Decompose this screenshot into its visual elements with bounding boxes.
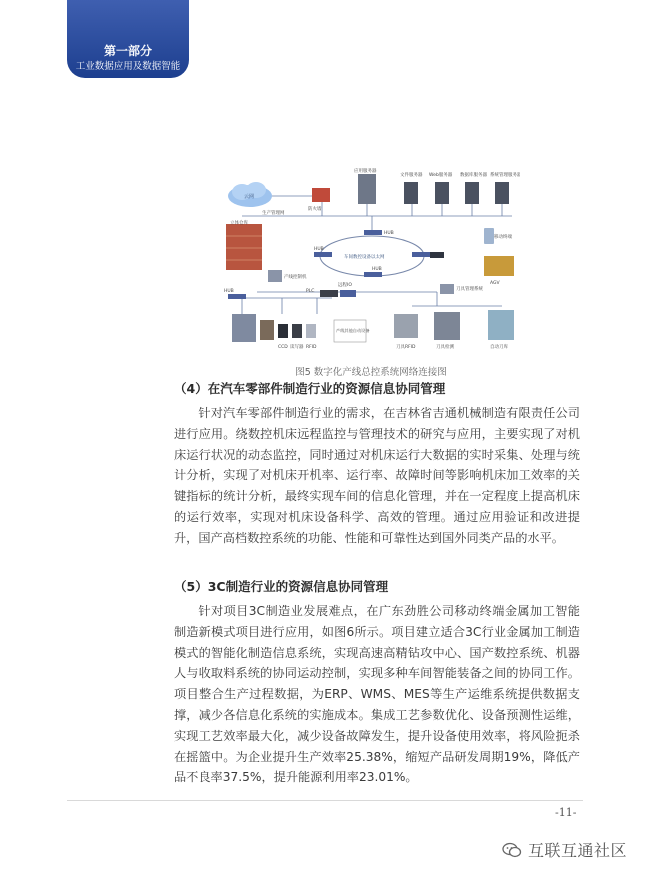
warehouse-icon (226, 224, 262, 270)
hub-top-label: HUB (384, 231, 394, 236)
hub-io-icon (228, 294, 246, 299)
tool-check-label: 刀具检测 (436, 345, 454, 350)
production-net-label: 生产管理网 (262, 211, 285, 216)
tool-mgmt-label: 刀具管理系统 (456, 287, 483, 292)
router-icon (430, 252, 444, 258)
agv-label: AGV (490, 281, 500, 286)
watermark (502, 838, 627, 861)
file-server-label: 文件服务器 (400, 173, 423, 178)
tool-mgmt-icon (440, 284, 454, 294)
robot-icon (260, 320, 274, 340)
hub-right-icon (412, 252, 430, 257)
tool-rfid-image (394, 314, 418, 338)
agv-icon (484, 256, 514, 276)
file-server-icon (404, 182, 418, 204)
part-title: 第一部分 (103, 44, 152, 58)
smart-tool-label: 自动刀库 (490, 345, 508, 350)
section5-heading: （5）3C制造行业的资源信息协同管理 (174, 579, 389, 594)
cloud-label: 云网 (244, 194, 255, 200)
ccd-label: CCD (278, 345, 288, 350)
section4-heading: （4）在汽车零部件制造行业的资源信息协同管理 (174, 381, 446, 396)
hub-bottom-icon (364, 272, 382, 277)
mobile-label: 移动终端 (494, 235, 512, 240)
firewall-icon (312, 188, 330, 202)
rfid-label: RFID (306, 345, 317, 350)
mobile-terminal-icon (484, 228, 494, 244)
tool-check-image (434, 312, 460, 340)
mgmt-server-label: 系统管理服务器 (490, 173, 520, 178)
machine-icon (232, 314, 256, 342)
remote-io-icon (340, 290, 356, 297)
plc-icon (320, 290, 338, 297)
reader-label: 读写器 (290, 345, 304, 350)
watermark-text: 互联互通社区 (528, 841, 628, 860)
section4-paragraph: 针对汽车零部件制造行业的需求，在吉林省吉通机械制造有限责任公司进行应用。绕数控机床远程监控与管理技术的研究与应用，主要实现了对机床运行状况的动态监控，同时通过对机床运行大数据的实时采集、处理与统计分析，实现了对机床开机率、运行率、故障时间等影响机床加工效率的关键指标的统计分析，最终实现车间的信息化管理，并在一定程度上提高机床的运行效率，实现对机床设备科学、高效的管理。通过应用验证和改进提升，国产高档数控系统的功能、性能和可靠性达到国外同类产品的水平。 (174, 406, 580, 545)
tool-rfid-label: 刀具RFID (396, 345, 416, 350)
section5-paragraph: 针对项目3C制造业发展难点，在广东劲胜公司移动终端金属加工智能制造新模式项目进行应用，如图6所示。项目建立适合3C行业金属加工制造模式的智能化制造信息系统，实现高速高精钻攻中心、国产数控系统、机器人与收取料系统的协同运动控制，实现多种车间智能装备之间的协同工作。项目整合生产过程数据，为ERP、WMS、MES等生产运维系统提供数据支撑，减少各信息化系统的实施成本。集成工艺参数优化、设备预测性运维，实现工艺效率最大化，减少设备故障发生，提升设备使用效率，将风险扼杀在摇篮中。为企业提升生产效率25.38%，缩短产品研发周期19%，降低产品不良率37.5%，提升能源利用率23.01%。 (174, 604, 580, 785)
page-number: -11- (555, 806, 577, 819)
part-subtitle: 工业数据应用及数据智能 (75, 61, 181, 72)
footer-divider (67, 800, 583, 801)
db-server-label: 数据库服务器 (460, 173, 487, 178)
mgmt-server-icon (495, 182, 509, 204)
firewall-label: 防火墙 (308, 207, 322, 212)
ccd-icon (278, 324, 288, 338)
ring-label: 车间数控设备以太网 (344, 255, 385, 260)
remote-io-label: 远程IO (338, 283, 352, 288)
line-device-label: 产线其他自动设备 (336, 328, 370, 333)
network-diagram-svg (222, 166, 520, 364)
smart-tool-image (488, 310, 514, 340)
app-server-icon (358, 174, 376, 204)
web-server-label: Web服务器 (429, 173, 453, 178)
hub-io-label: HUB (224, 289, 234, 294)
hub-top-icon (364, 230, 382, 235)
warehouse-label: 立体仓库 (230, 221, 248, 226)
part-header-tab (67, 0, 189, 78)
figure-caption: 图5 数字化产线总控系统网络连接图 (295, 367, 447, 378)
hub-left-icon (314, 252, 332, 257)
hub-bottom-label: HUB (372, 267, 382, 272)
db-server-icon (465, 182, 479, 204)
station-icon (268, 270, 282, 282)
station-label: 产线控制机 (284, 275, 307, 280)
network-diagram (222, 166, 520, 364)
rfid-icon (306, 324, 316, 338)
wechat-icon (502, 842, 522, 858)
plc-label: PLC (306, 289, 315, 294)
web-server-icon (435, 182, 449, 204)
hub-left-label: HUB (314, 247, 324, 252)
app-server-label: 应用服务器 (354, 169, 377, 174)
reader-icon (292, 324, 302, 338)
